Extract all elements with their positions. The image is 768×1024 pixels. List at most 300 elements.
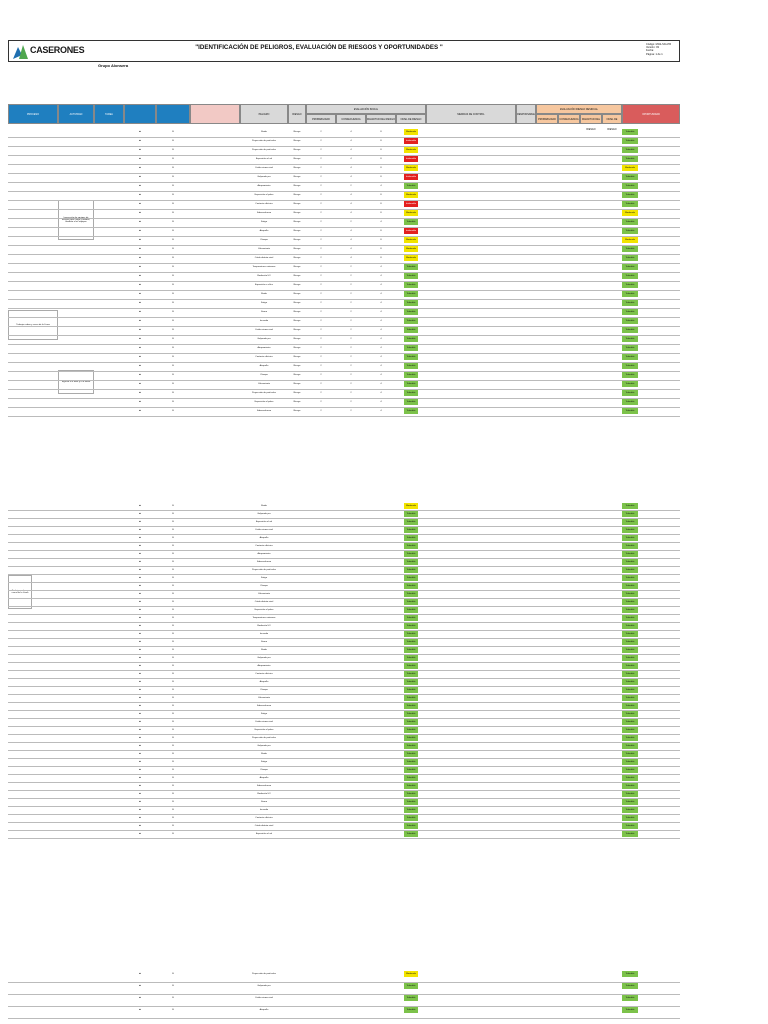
cell-nivel-status: Tolerable xyxy=(404,727,418,733)
col-res-probabilidad: PROBABILIDAD xyxy=(536,114,558,124)
cell-peligro: Caída distinto nivel xyxy=(254,601,274,603)
cell-peligro: Contacto eléctrico xyxy=(255,545,273,547)
cell-mark-b: B xyxy=(172,513,174,515)
cell-mark-a: ■ xyxy=(139,681,141,683)
cell-mark-b: B xyxy=(172,131,174,133)
cell-mark-a: ■ xyxy=(139,657,141,659)
cell-peligro: Atrapamiento xyxy=(257,185,271,187)
cell-residual-status: Tolerable xyxy=(622,255,638,261)
cell-mark-a: ■ xyxy=(139,625,141,627)
cell-peligro: Radiación UV xyxy=(257,275,271,277)
cell-nivel-status: Tolerable xyxy=(404,345,418,351)
cell-consecuencia: 4 xyxy=(350,230,352,232)
table-row xyxy=(8,407,680,417)
cell-magnitud: 4 xyxy=(380,302,382,304)
cell-consecuencia: 4 xyxy=(350,248,352,250)
cell-magnitud: 8 xyxy=(380,203,382,205)
cell-peligro: Caída mismo nivel xyxy=(255,721,273,723)
cell-mark-a: ■ xyxy=(139,601,141,603)
cell-nivel-status: Tolerable xyxy=(404,639,418,645)
cell-mark-a: ■ xyxy=(139,194,141,196)
cell-peligro: Atrapamiento xyxy=(257,347,271,349)
cell-mark-a: ■ xyxy=(139,275,141,277)
cell-residual-status: Tolerable xyxy=(622,599,638,605)
cell-mark-b: B xyxy=(172,338,174,340)
cell-nivel-status: Moderado xyxy=(404,192,418,198)
cell-mark-a: ■ xyxy=(139,545,141,547)
cell-magnitud: 4 xyxy=(380,356,382,358)
col-nivel: NIVEL DE RIESGO xyxy=(396,114,426,124)
cell-consecuencia: 4 xyxy=(350,140,352,142)
cell-mark-b: B xyxy=(172,521,174,523)
cell-consecuencia: 4 xyxy=(350,131,352,133)
cell-nivel-status: Tolerable xyxy=(404,354,418,360)
cell-mark-a: ■ xyxy=(139,721,141,723)
cell-residual-status: Tolerable xyxy=(622,183,638,189)
cell-nivel-status: Tolerable xyxy=(404,318,418,324)
cell-probabilidad: 2 xyxy=(320,266,322,268)
cell-mark-a: ■ xyxy=(139,801,141,803)
cell-residual-status: Tolerable xyxy=(622,408,638,414)
cell-magnitud: 8 xyxy=(380,194,382,196)
cell-consecuencia: 2 xyxy=(350,338,352,340)
cell-magnitud: 8 xyxy=(380,257,382,259)
cell-riesgo: Riesgo xyxy=(293,248,301,250)
cell-nivel-status: Moderado xyxy=(404,246,418,252)
cell-mark-a: ■ xyxy=(139,293,141,295)
cell-mark-a: ■ xyxy=(139,392,141,394)
cell-peligro: Sismo xyxy=(260,801,268,803)
col-res-magnitud: MAGNITUD DEL RIESGO xyxy=(580,114,602,124)
cell-riesgo: Riesgo xyxy=(293,275,301,277)
cell-nivel-status: Tolerable xyxy=(404,381,418,387)
cell-nivel-status: Moderado xyxy=(404,147,418,153)
cell-residual-status: Tolerable xyxy=(622,228,638,234)
cell-peligro: Temperaturas extremas xyxy=(252,617,276,619)
cell-nivel-status: Tolerable xyxy=(404,783,418,789)
cell-mark-a: ■ xyxy=(139,577,141,579)
cell-peligro: Contacto eléctrico xyxy=(255,673,273,675)
cell-peligro: Golpeado por xyxy=(257,513,271,515)
cell-residual-status: Tolerable xyxy=(622,309,638,315)
cell-mark-b: B xyxy=(172,609,174,611)
cell-peligro: Atropello xyxy=(259,230,269,232)
cell-peligro: Sobreesfuerzo xyxy=(256,212,272,214)
cell-peligro: Caída mismo nivel xyxy=(255,167,273,169)
cell-peligro: Atropello xyxy=(259,777,269,779)
cell-mark-a: ■ xyxy=(139,329,141,331)
cell-mark-b: B xyxy=(172,673,174,675)
cell-residual-status: Tolerable xyxy=(622,147,638,153)
cell-magnitud: 4 xyxy=(380,221,382,223)
cell-magnitud: 8 xyxy=(380,131,382,133)
cell-magnitud: 4 xyxy=(380,284,382,286)
docinfo-line: Fecha: xyxy=(646,49,654,53)
col-blank-c xyxy=(190,104,240,124)
cell-riesgo: Riesgo xyxy=(293,338,301,340)
cell-nivel-status: Tolerable xyxy=(404,219,418,225)
cell-peligro: Caída mismo nivel xyxy=(255,529,273,531)
cell-mark-b: B xyxy=(172,401,174,403)
cell-residual-status: Tolerable xyxy=(622,575,638,581)
cell-probabilidad: 2 xyxy=(320,284,322,286)
cell-magnitud: 8 xyxy=(380,212,382,214)
col-magnitud: MAGNITUD DEL RIESGO xyxy=(366,114,396,124)
cell-peligro: Atropello xyxy=(259,681,269,683)
cell-mark-a: ■ xyxy=(139,230,141,232)
cell-peligro: Choque xyxy=(260,689,268,691)
cell-residual-status: Tolerable xyxy=(622,559,638,565)
cell-nivel-status: Tolerable xyxy=(404,300,418,306)
cell-mark-a: ■ xyxy=(139,985,141,987)
cell-residual-status: Tolerable xyxy=(622,354,638,360)
cell-peligro: Radiación UV xyxy=(257,625,271,627)
cell-peligro: Proyección de partículas xyxy=(252,973,276,975)
cell-probabilidad: 2 xyxy=(320,401,322,403)
cell-mark-a: ■ xyxy=(139,833,141,835)
cell-mark-b: B xyxy=(172,833,174,835)
cell-riesgo: Riesgo xyxy=(293,284,301,286)
col-consecuencia: CONSECUENCIA xyxy=(336,114,366,124)
cell-mark-b: B xyxy=(172,737,174,739)
cell-mark-b: B xyxy=(172,230,174,232)
cell-mark-b: B xyxy=(172,617,174,619)
cell-nivel-status: Tolerable xyxy=(404,309,418,315)
cell-mark-b: B xyxy=(172,320,174,322)
cell-peligro: Ruido xyxy=(261,753,267,755)
cell-probabilidad: 2 xyxy=(320,203,322,205)
cell-probabilidad: 2 xyxy=(320,149,322,151)
cell-mark-a: ■ xyxy=(139,203,141,205)
cell-magnitud: 4 xyxy=(380,383,382,385)
cell-mark-b: B xyxy=(172,689,174,691)
cell-consecuencia: 4 xyxy=(350,194,352,196)
cell-mark-b: B xyxy=(172,769,174,771)
cell-mark-b: B xyxy=(172,239,174,241)
cell-mark-a: ■ xyxy=(139,347,141,349)
col-riesgo: RIESGO xyxy=(288,104,306,124)
cell-mark-a: ■ xyxy=(139,356,141,358)
cell-mark-a: ■ xyxy=(139,284,141,286)
cell-residual-status: Tolerable xyxy=(622,783,638,789)
cell-peligro: Temperaturas extremas xyxy=(252,266,276,268)
cell-residual-status: Tolerable xyxy=(622,799,638,805)
cell-mark-b: B xyxy=(172,729,174,731)
docinfo-line: Versión: 03 xyxy=(646,46,659,50)
cell-consecuencia: 4 xyxy=(350,257,352,259)
cell-nivel-status: Tolerable xyxy=(404,1007,418,1013)
cell-residual-status: Tolerable xyxy=(622,372,638,378)
cell-mark-b: B xyxy=(172,505,174,507)
cell-peligro: Sismo xyxy=(260,311,268,313)
cell-residual-status: Tolerable xyxy=(622,543,638,549)
cell-mark-a: ■ xyxy=(139,673,141,675)
cell-probabilidad: 2 xyxy=(320,338,322,340)
cell-consecuencia: 2 xyxy=(350,392,352,394)
cell-residual-status: Tolerable xyxy=(622,719,638,725)
cell-mark-b: B xyxy=(172,275,174,277)
cell-peligro: Sobreesfuerzo xyxy=(256,410,272,412)
cell-riesgo: Riesgo xyxy=(293,131,301,133)
cell-nivel-status: Tolerable xyxy=(404,372,418,378)
sheet-page-3 xyxy=(8,970,680,1024)
cell-mark-a: ■ xyxy=(139,729,141,731)
cell-residual-status: Tolerable xyxy=(622,647,638,653)
cell-probabilidad: 2 xyxy=(320,167,322,169)
cell-peligro: Contacto eléctrico xyxy=(255,356,273,358)
table-row xyxy=(8,1006,680,1019)
cell-riesgo: Riesgo xyxy=(293,374,301,376)
cell-mark-a: ■ xyxy=(139,561,141,563)
cell-probabilidad: 2 xyxy=(320,230,322,232)
col-blank-a xyxy=(124,104,156,124)
cell-mark-b: B xyxy=(172,809,174,811)
cell-magnitud: 8 xyxy=(380,176,382,178)
cell-nivel-status: Tolerable xyxy=(404,679,418,685)
cell-residual-status: Tolerable xyxy=(622,291,638,297)
cell-peligro: Choque xyxy=(260,585,268,587)
cell-consecuencia: 2 xyxy=(350,221,352,223)
cell-peligro: Ruido xyxy=(261,131,267,133)
cell-residual-status: Tolerable xyxy=(622,767,638,773)
cell-mark-a: ■ xyxy=(139,633,141,635)
cell-nivel-status: Moderado xyxy=(404,165,418,171)
cell-nivel-status: Tolerable xyxy=(404,264,418,270)
cell-mark-a: ■ xyxy=(139,973,141,975)
cell-residual-status: Tolerable xyxy=(622,663,638,669)
cell-residual-status: Tolerable xyxy=(622,743,638,749)
cell-mark-b: B xyxy=(172,176,174,178)
cell-riesgo: Riesgo xyxy=(293,230,301,232)
cell-mark-b: B xyxy=(172,681,174,683)
cell-peligro: Golpeado por xyxy=(257,176,271,178)
cell-nivel-status: Tolerable xyxy=(404,535,418,541)
cell-nivel-status: Tolerable xyxy=(404,799,418,805)
col-tarea: TAREA xyxy=(94,104,124,124)
cell-mark-a: ■ xyxy=(139,302,141,304)
cell-riesgo: Riesgo xyxy=(293,158,301,160)
cell-mark-a: ■ xyxy=(139,809,141,811)
cell-peligro: Incendio xyxy=(259,320,269,322)
cell-probabilidad: 2 xyxy=(320,257,322,259)
cell-mark-a: ■ xyxy=(139,167,141,169)
cell-residual-status: Tolerable xyxy=(622,192,638,198)
cell-nivel-status: Tolerable xyxy=(404,703,418,709)
cell-nivel-status: Tolerable xyxy=(404,599,418,605)
cell-nivel-status: Intolerable xyxy=(405,158,417,160)
cell-mark-a: ■ xyxy=(139,649,141,651)
cell-peligro: Fatiga xyxy=(260,302,268,304)
col-actividad: ACTIVIDAD xyxy=(58,104,94,124)
cell-mark-b: B xyxy=(172,657,174,659)
cell-consecuencia: 2 xyxy=(350,401,352,403)
cell-peligro: Exposición al polvo xyxy=(254,609,274,611)
cell-magnitud: 4 xyxy=(380,320,382,322)
cell-residual-status: Tolerable xyxy=(622,687,638,693)
cell-peligro: Golpeado por xyxy=(257,985,271,987)
cell-residual-status: Tolerable xyxy=(622,583,638,589)
cell-probabilidad: 2 xyxy=(320,347,322,349)
cell-peligro: Proyección de partículas xyxy=(252,392,276,394)
cell-residual-status: Tolerable xyxy=(622,246,638,252)
cell-peligro: Fatiga xyxy=(260,577,268,579)
cell-mark-a: ■ xyxy=(139,793,141,795)
cell-mark-a: ■ xyxy=(139,149,141,151)
cell-mark-a: ■ xyxy=(139,665,141,667)
cell-residual-status: Tolerable xyxy=(622,735,638,741)
cell-mark-b: B xyxy=(172,705,174,707)
cell-probabilidad: 2 xyxy=(320,311,322,313)
cell-residual-status: Tolerable xyxy=(622,129,638,135)
cell-riesgo: Riesgo xyxy=(293,167,301,169)
risk-table-3 xyxy=(8,970,680,1024)
activity-a: Inspección de equipos de riesgos para carga y medios, también a los equipos xyxy=(58,200,94,240)
cell-magnitud: 8 xyxy=(380,140,382,142)
cell-peligro: Incendio xyxy=(259,633,269,635)
cell-peligro: Ruido xyxy=(261,649,267,651)
cell-nivel-status: Tolerable xyxy=(404,399,418,405)
cell-residual-status: Tolerable xyxy=(622,138,638,144)
cell-nivel-status: Tolerable xyxy=(404,719,418,725)
cell-residual-status: Tolerable xyxy=(622,1007,638,1013)
cell-residual-status: Tolerable xyxy=(622,995,638,1001)
cell-nivel-status: Tolerable xyxy=(404,655,418,661)
cell-residual-status: Moderado xyxy=(622,210,638,216)
cell-riesgo: Riesgo xyxy=(293,149,301,151)
cell-mark-b: B xyxy=(172,761,174,763)
company-logo xyxy=(13,43,85,59)
cell-mark-a: ■ xyxy=(139,785,141,787)
cell-probabilidad: 2 xyxy=(320,302,322,304)
cell-mark-b: B xyxy=(172,665,174,667)
cell-mark-b: B xyxy=(172,167,174,169)
cell-mark-b: B xyxy=(172,392,174,394)
cell-residual-status: Tolerable xyxy=(622,156,638,162)
cell-peligro: Exposición al polvo xyxy=(254,194,274,196)
cell-probabilidad: 2 xyxy=(320,140,322,142)
cell-residual-status: Tolerable xyxy=(622,639,638,645)
cell-consecuencia: 2 xyxy=(350,302,352,304)
cell-consecuencia: 2 xyxy=(350,266,352,268)
cell-peligro: Proyección de partículas xyxy=(252,140,276,142)
caserones-logo-icon xyxy=(13,43,29,59)
cell-mark-a: ■ xyxy=(139,553,141,555)
cell-peligro: Fatiga xyxy=(260,761,268,763)
cell-residual-status: Tolerable xyxy=(622,791,638,797)
cell-nivel-status: Intolerable xyxy=(405,176,417,178)
cell-residual-status: Tolerable xyxy=(622,535,638,541)
cell-residual-status: Tolerable xyxy=(622,264,638,270)
cell-residual-status: Moderado xyxy=(622,165,638,171)
cell-magnitud: 8 xyxy=(380,248,382,250)
cell-mark-b: B xyxy=(172,721,174,723)
cell-mark-b: B xyxy=(172,753,174,755)
cell-nivel-status: Tolerable xyxy=(404,583,418,589)
cell-mark-b: B xyxy=(172,697,174,699)
cell-consecuencia: 2 xyxy=(350,374,352,376)
cell-residual-status: Tolerable xyxy=(622,519,638,525)
cell-mark-a: ■ xyxy=(139,257,141,259)
cell-peligro: Caída distinto nivel xyxy=(254,825,274,827)
cell-mark-a: ■ xyxy=(139,221,141,223)
risk-table-1 xyxy=(8,128,680,424)
docinfo-line: Página: 1 de 1 xyxy=(646,52,663,56)
cell-mark-a: ■ xyxy=(139,689,141,691)
cell-magnitud: 4 xyxy=(380,401,382,403)
cell-mark-a: ■ xyxy=(139,529,141,531)
cell-peligro: Sismo xyxy=(260,641,268,643)
cell-nivel-status: Moderado xyxy=(404,503,418,509)
cell-consecuencia: 2 xyxy=(350,347,352,349)
cell-residual-status: Tolerable xyxy=(622,399,638,405)
cell-magnitud: 4 xyxy=(380,410,382,412)
cell-residual-status: Tolerable xyxy=(622,695,638,701)
cell-residual-status: Tolerable xyxy=(622,983,638,989)
cell-consecuencia: 2 xyxy=(350,383,352,385)
cell-riesgo: Riesgo xyxy=(293,302,301,304)
cell-consecuencia: 4 xyxy=(350,239,352,241)
cell-nivel-status: Tolerable xyxy=(404,791,418,797)
document-info xyxy=(646,43,676,56)
cell-mark-b: B xyxy=(172,374,174,376)
col-peligro: PELIGRO xyxy=(240,104,288,124)
cell-mark-b: B xyxy=(172,601,174,603)
cell-mark-a: ■ xyxy=(139,320,141,322)
cell-mark-b: B xyxy=(172,545,174,547)
cell-mark-a: ■ xyxy=(139,769,141,771)
cell-nivel-status: Tolerable xyxy=(404,759,418,765)
cell-residual-status: Moderado xyxy=(622,237,638,243)
cell-nivel-status: Tolerable xyxy=(404,663,418,669)
cell-consecuencia: 2 xyxy=(350,185,352,187)
cell-peligro: Proyección de partículas xyxy=(252,569,276,571)
cell-residual-status: Tolerable xyxy=(622,831,638,837)
cell-consecuencia: 2 xyxy=(350,356,352,358)
cell-riesgo: Riesgo xyxy=(293,347,301,349)
cell-probabilidad: 2 xyxy=(320,131,322,133)
cell-probabilidad: 2 xyxy=(320,176,322,178)
cell-nivel-status: Tolerable xyxy=(404,390,418,396)
cell-mark-b: B xyxy=(172,329,174,331)
cell-mark-b: B xyxy=(172,633,174,635)
cell-mark-b: B xyxy=(172,293,174,295)
cell-residual-status: Tolerable xyxy=(622,527,638,533)
cell-riesgo: Riesgo xyxy=(293,239,301,241)
cell-nivel-status: Tolerable xyxy=(404,983,418,989)
cell-residual-status: Tolerable xyxy=(622,971,638,977)
table-row xyxy=(8,830,680,839)
cell-mark-b: B xyxy=(172,553,174,555)
cell-mark-b: B xyxy=(172,713,174,715)
cell-nivel-status: Intolerable xyxy=(405,203,417,205)
col-evaluacion-inicial: EVALUACIÓN INICIAL xyxy=(306,104,426,114)
cell-nivel-status: Tolerable xyxy=(404,559,418,565)
cell-residual-status: Tolerable xyxy=(622,711,638,717)
cell-peligro: Exposición al polvo xyxy=(254,729,274,731)
cell-mark-b: B xyxy=(172,221,174,223)
cell-riesgo: Riesgo xyxy=(293,410,301,412)
col-res-nivel: NIVEL DE RIESGO xyxy=(602,114,622,124)
cell-probabilidad: 2 xyxy=(320,194,322,196)
cell-riesgo: Riesgo xyxy=(293,185,301,187)
cell-magnitud: 4 xyxy=(380,347,382,349)
cell-peligro: Ruido xyxy=(261,293,267,295)
cell-mark-b: B xyxy=(172,745,174,747)
cell-consecuencia: 2 xyxy=(350,311,352,313)
cell-mark-b: B xyxy=(172,194,174,196)
col-proceso: PROCESO xyxy=(8,104,58,124)
cell-riesgo: Riesgo xyxy=(293,365,301,367)
